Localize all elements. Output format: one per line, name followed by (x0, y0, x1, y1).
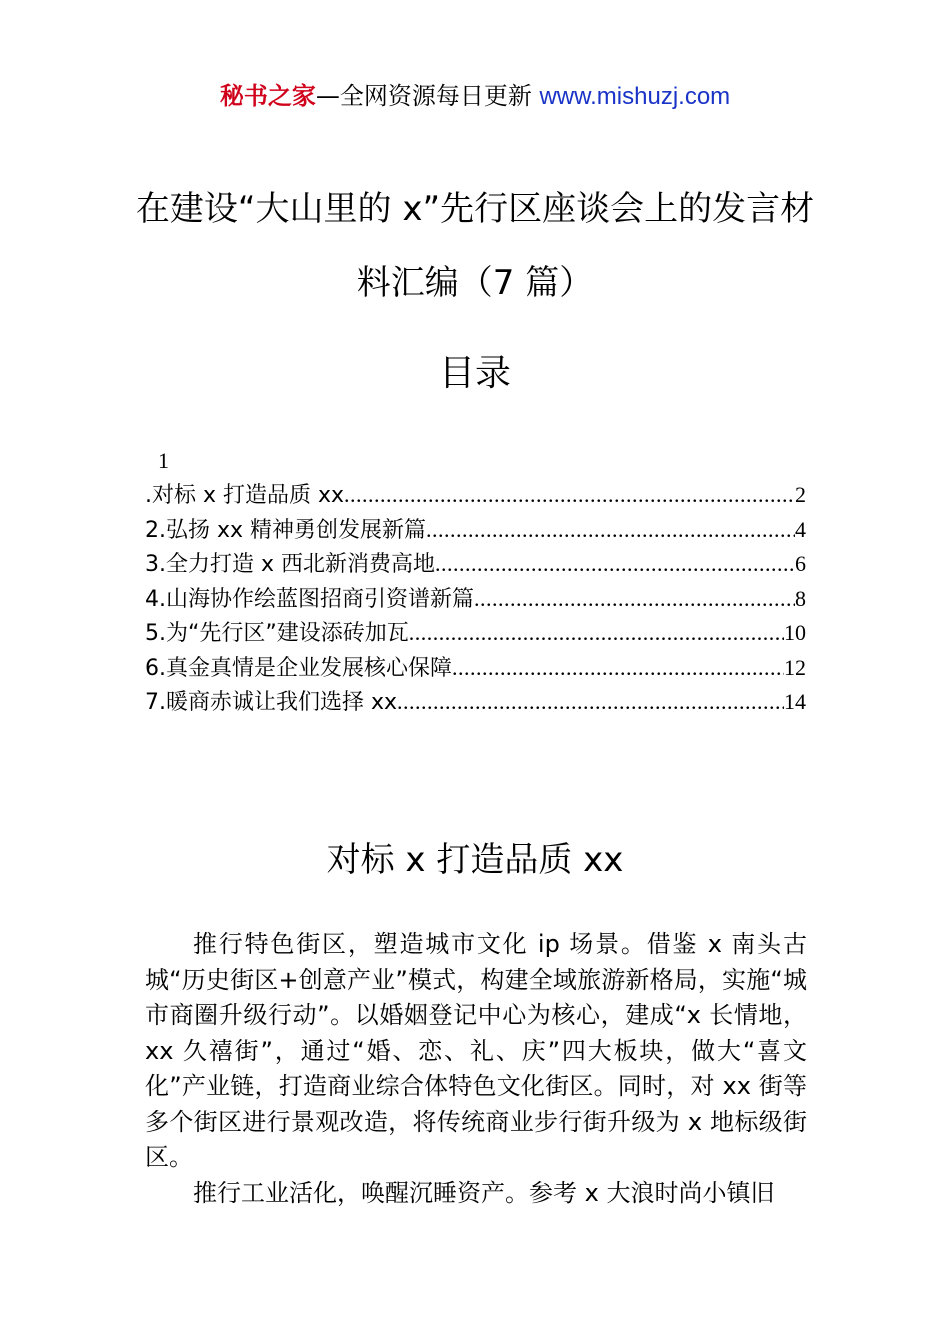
toc-heading: 目录 (438, 353, 511, 394)
site-header (0, 80, 950, 113)
toc-entry-label: 6.真金真情是企业发展核心保障 (145, 655, 452, 681)
toc-entry-page: 10 (784, 620, 806, 645)
toc-entry[interactable] (145, 478, 806, 513)
toc-entry-label: 7.暖商赤诚让我们选择 xx (145, 690, 398, 715)
toc-dot-leader (452, 651, 784, 686)
body-paragraph: 推行特色街区，塑造城市文化 ip 场景。借鉴 x 南头古城“历史街区+创意产业”模式，构建全域旅游新格局，实施“城市商圈升级行动”。以婚姻登记中心为核心，建成“x 长情地，xx 久禧街”，通过“婚、恋、礼、庆”四大板块，做大“喜文化”产业链，打造商业综合体特色文化街区。同时，对 xx 街等多个街区进行景观改造，将传统商业步行街升级为 x 地标级街区。 (145, 930, 807, 1171)
toc-entry-label: .对标 x 打造品质 xx (145, 483, 345, 508)
toc-dot-leader (426, 513, 795, 548)
toc-entry[interactable] (145, 547, 806, 582)
toc-dot-leader (409, 616, 784, 651)
site-tagline: —全网资源每日更新 (315, 82, 540, 110)
section-body (145, 927, 807, 1211)
toc-dot-leader (474, 582, 795, 617)
toc-entry-label: 3.全力打造 x 西北新消费高地 (145, 552, 435, 577)
toc-entry[interactable] (145, 651, 806, 686)
toc-entry-page: 12 (784, 654, 806, 680)
toc-entry[interactable] (145, 582, 806, 617)
body-paragraph: 推行工业活化，唤醒沉睡资产。参考 x 大浪时尚小镇旧 (193, 1178, 775, 1207)
toc-entry[interactable] (145, 685, 806, 720)
toc-dot-leader (435, 547, 795, 582)
toc-entry-label: 2.弘扬 xx 精神勇创发展新篇 (145, 517, 427, 543)
toc-entry-label: 4.山海协作绘蓝图招商引资谱新篇 (145, 586, 474, 612)
site-brand: 秘书之家 (219, 82, 316, 110)
toc-dot-leader (344, 478, 795, 513)
toc-entry-page: 2 (795, 482, 806, 507)
site-url-link[interactable]: www.mishuzj.com (539, 83, 731, 110)
toc-entry-label: 5.为“先行区”建设添砖加瓦 (145, 621, 409, 646)
toc-entry-page: 8 (795, 585, 806, 611)
toc-entry[interactable] (145, 616, 806, 651)
document-title: 在建设“大山里的 x”先行区座谈会上的发言材料汇编（7 篇） (135, 189, 815, 303)
toc-entry-page: 4 (795, 516, 806, 542)
table-of-contents (145, 478, 806, 720)
toc-entry[interactable] (145, 513, 806, 548)
toc-marker: 1 (158, 448, 169, 473)
toc-entry-page: 6 (795, 551, 806, 576)
toc-entry-page: 14 (784, 689, 806, 714)
section-title: 对标 x 打造品质 xx (326, 840, 624, 880)
toc-dot-leader (397, 685, 784, 720)
